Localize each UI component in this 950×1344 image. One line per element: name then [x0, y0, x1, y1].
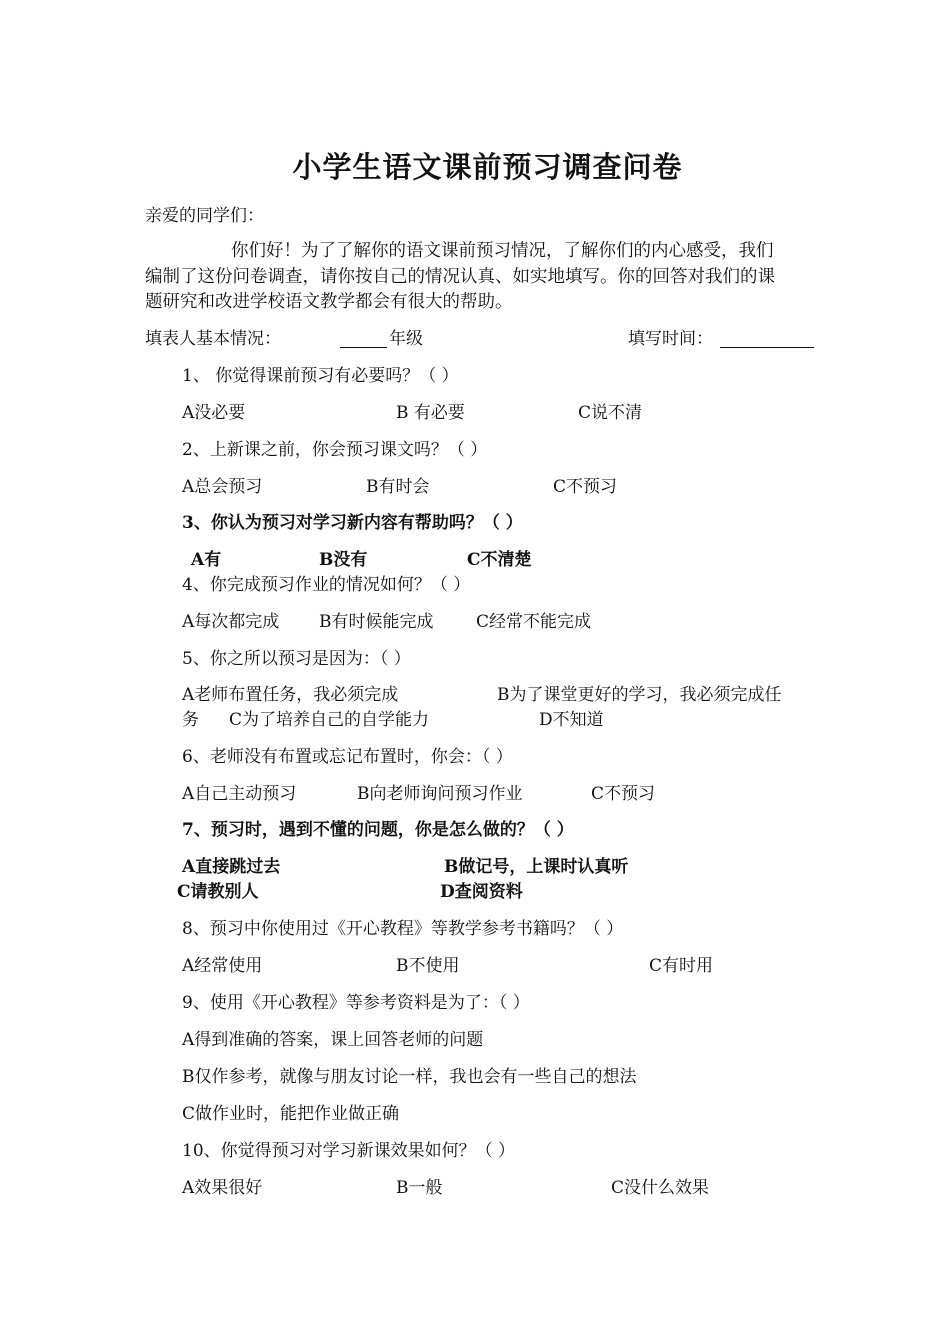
q4-option-a: A每次都完成	[182, 612, 280, 632]
question-9: 9、使用《开心教程》等参考资料是为了：（ ）	[182, 993, 530, 1013]
q7-option-c: C请教别人	[177, 882, 259, 902]
time-label: 填写时间：	[628, 329, 713, 349]
greeting: 亲爱的同学们：	[145, 206, 264, 226]
question-6: 6、老师没有布置或忘记布置时，你会：（ ）	[182, 747, 513, 767]
grade-blank[interactable]	[340, 346, 387, 348]
q3-option-c: C不清楚	[467, 550, 532, 570]
q7-option-d: D查阅资料	[440, 882, 523, 902]
question-7: 7、预习时，遇到不懂的问题，你是怎么做的？（ ）	[182, 820, 574, 840]
intro-line-1: 你们好！为了了解你的语文课前预习情况，了解你们的内心感受，我们	[231, 241, 774, 261]
question-4: 4、你完成预习作业的情况如何？（ ）	[182, 575, 471, 595]
q9-option-b: B仅作参考，就像与朋友讨论一样，我也会有一些自己的想法	[182, 1067, 637, 1087]
q1-option-c: C说不清	[578, 403, 643, 423]
question-3: 3、你认为预习对学习新内容有帮助吗？（ ）	[182, 513, 523, 533]
q10-option-c: C没什么效果	[611, 1178, 710, 1198]
q2-option-a: A总会预习	[182, 477, 263, 497]
q7-option-a: A直接跳过去	[182, 857, 281, 877]
page-title: 小学生语文课前预习调查问卷	[292, 150, 683, 184]
q6-option-a: A自己主动预习	[182, 784, 297, 804]
question-1: 1、 你觉得课前预习有必要吗？（ ）	[182, 366, 459, 386]
q1-option-b: B 有必要	[396, 403, 465, 423]
q7-option-b: B做记号，上课时认真听	[444, 857, 629, 877]
info-label: 填表人基本情况：	[145, 329, 281, 349]
q8-option-a: A经常使用	[182, 956, 263, 976]
q6-option-b: B向老师询问预习作业	[357, 784, 523, 804]
q2-option-c: C不预习	[553, 477, 618, 497]
q9-option-a: A得到准确的答案，课上回答老师的问题	[182, 1030, 484, 1050]
q2-option-b: B有时会	[366, 477, 430, 497]
q6-option-c: C不预习	[591, 784, 656, 804]
intro-line-2: 编制了这份问卷调查，请你按自己的情况认真、如实地填写。你的回答对我们的课	[145, 267, 775, 287]
question-2: 2、上新课之前，你会预习课文吗？（ ）	[182, 440, 488, 460]
q10-option-b: B一般	[396, 1178, 443, 1198]
question-8: 8、预习中你使用过《开心教程》等教学参考书籍吗？（ ）	[182, 919, 624, 939]
q5-option-d: D不知道	[539, 710, 604, 730]
time-blank[interactable]	[720, 346, 814, 348]
q5-option-c: C为了培养自己的自学能力	[229, 710, 430, 730]
q9-option-c: C做作业时，能把作业做正确	[182, 1104, 400, 1124]
intro-line-3: 题研究和改进学校语文教学都会有很大的帮助。	[145, 292, 513, 312]
q8-option-c: C有时用	[649, 956, 714, 976]
q1-option-a: A没必要	[182, 403, 246, 423]
q8-option-b: B不使用	[396, 956, 460, 976]
question-5: 5、你之所以预习是因为：（ ）	[182, 649, 411, 669]
q3-option-b: B没有	[319, 550, 368, 570]
q5-option-b: B为了课堂更好的学习，我必须完成任	[497, 685, 782, 705]
q5-option-a: A老师布置任务，我必须完成	[182, 685, 399, 705]
q4-option-b: B有时候能完成	[319, 612, 434, 632]
grade-label: 年级	[389, 329, 423, 349]
q4-option-c: C经常不能完成	[476, 612, 592, 632]
q10-option-a: A效果很好	[182, 1178, 263, 1198]
q5-option-b-cont: 务	[182, 710, 199, 730]
question-10: 10、你觉得预习对学习新课效果如何？（ ）	[182, 1141, 516, 1161]
q3-option-a: A有	[191, 550, 222, 570]
